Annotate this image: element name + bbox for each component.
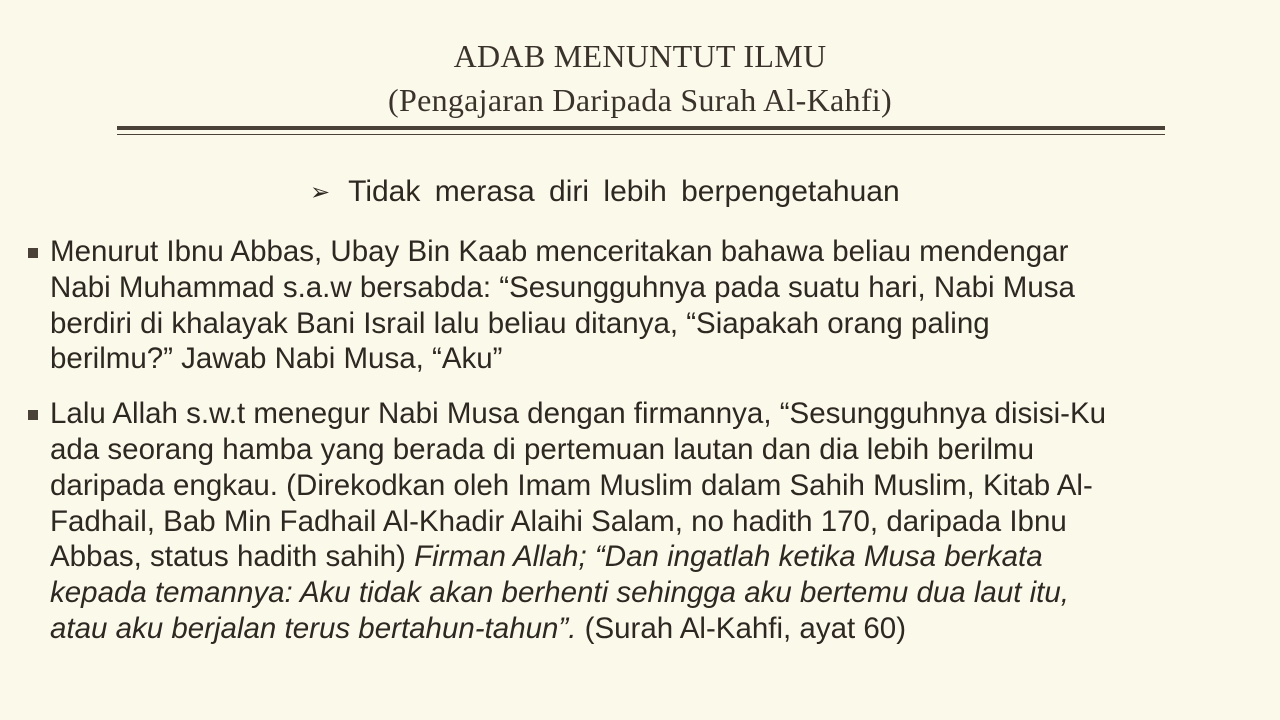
title-divider-thick (117, 126, 1165, 130)
bullet-line: Lalu Allah s.w.t menegur Nabi Musa dengan firmannya, “Sesungguhnya disisi-Ku (50, 397, 1107, 431)
surah-reference: (Surah Al-Kahfi, ayat 60) (576, 611, 907, 645)
bullet-line: Fadhail, Bab Min Fadhail Al-Khadir Alaihi Salam, no hadith 170, daripada Ibnu (50, 504, 1067, 538)
subheading-text: Tidak merasa diri lebih berpengetahuan (348, 175, 900, 208)
quran-quote-text: atau aku berjalan terus bertahun-tahun”. (50, 611, 577, 645)
title-divider-thin (117, 134, 1165, 135)
citation-text: Abbas, status hadith sahih) (50, 540, 415, 574)
bullet-line: Nabi Muhammad s.a.w bersabda: “Sesungguhnya pada suatu hari, Nabi Musa (50, 270, 1075, 304)
title-main: ADAB MENUNTUT ILMU (453, 38, 827, 74)
bullet-line: ada seorang hamba yang berada di pertemuan lautan dan dia lebih berilmu (50, 432, 1035, 466)
bullet-line: daripada engkau. (Direkodkan oleh Imam Muslim dalam Sahih Muslim, Kitab Al- (50, 468, 1093, 502)
bullet-line: Menurut Ibnu Abbas, Ubay Bin Kaab menceritakan bahawa beliau mendengar (50, 235, 1069, 268)
bullet-line: berilmu?” Jawab Nabi Musa, “Aku” (50, 342, 503, 376)
quran-quote-text: Firman Allah; “Dan ingatlah ketika Musa berkata (414, 540, 1043, 574)
title-block (0, 34, 1280, 122)
subheading (310, 170, 900, 214)
quran-quote-text: kepada temannya: Aku tidak akan berhenti sehingga aku bertemu dua laut itu, (50, 576, 1069, 610)
square-bullet-icon (28, 410, 38, 420)
bullet-item (28, 396, 1264, 647)
title-subtitle: (Pengajaran Daripada Surah Al-Kahfi) (388, 82, 892, 118)
bullet-list (28, 234, 1264, 666)
arrow-bullet-icon: ➢ (310, 178, 331, 206)
bullet-item (28, 234, 1264, 377)
square-bullet-icon (28, 248, 38, 258)
bullet-line (50, 539, 1264, 575)
bullet-line (50, 611, 1264, 647)
bullet-line: berdiri di khalayak Bani Israil lalu beliau ditanya, “Siapakah orang paling (50, 306, 990, 340)
